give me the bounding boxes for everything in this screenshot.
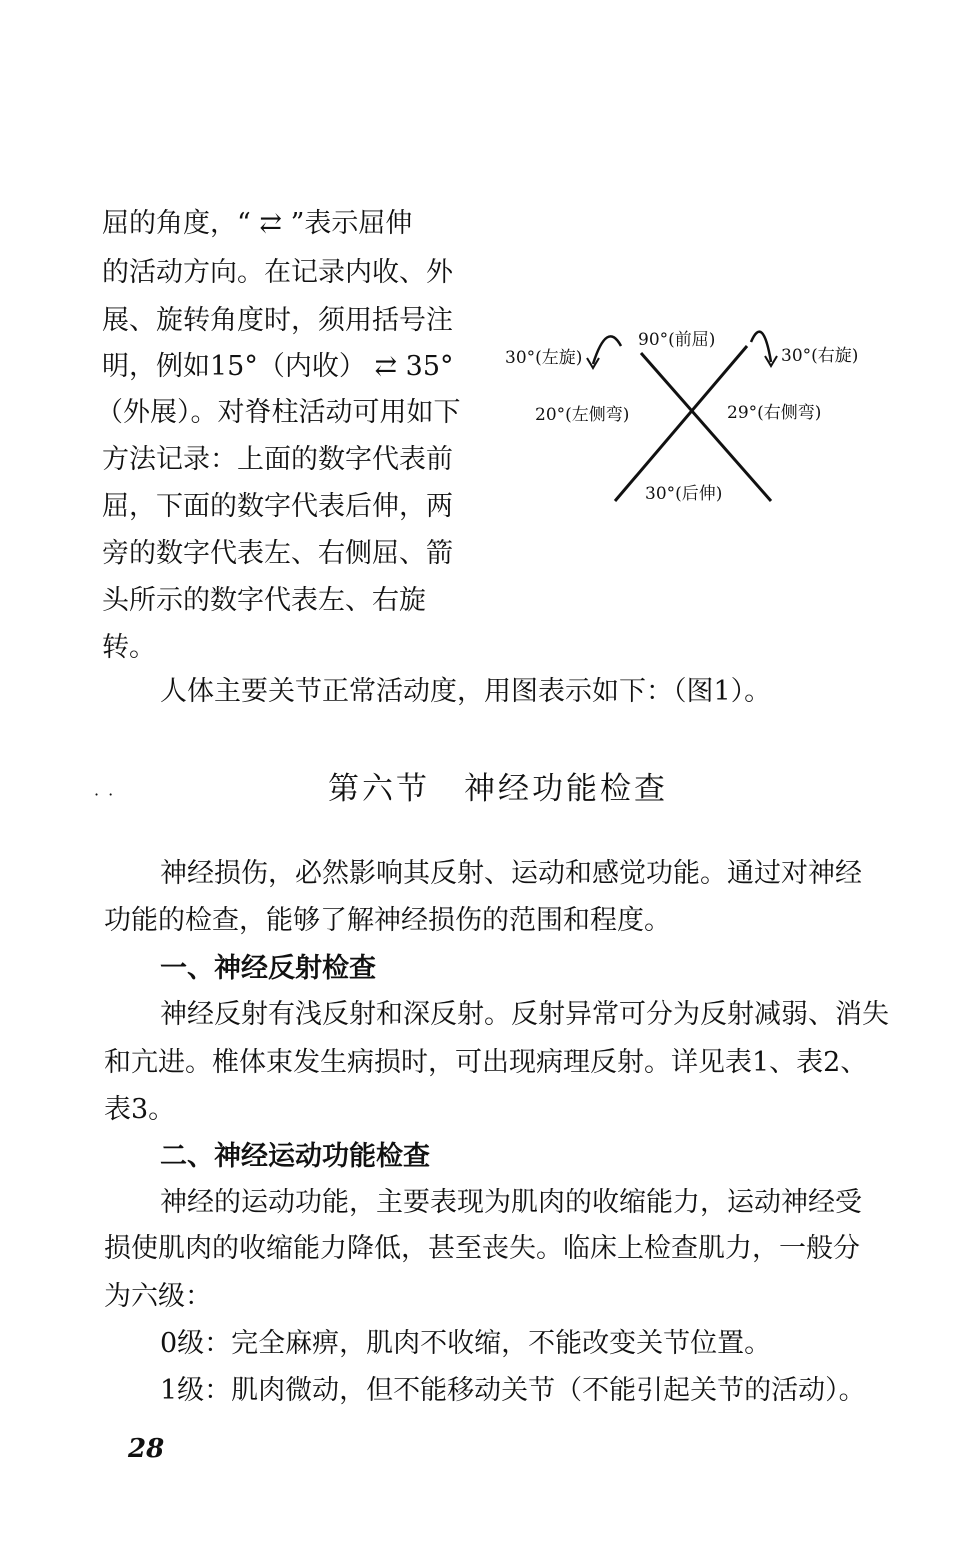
body-line: 神经反射有浅反射和深反射。反射异常可分为反射减弱、消失 — [160, 999, 889, 1030]
paragraph-line: 旁的数字代表左、右侧屈、箭 — [102, 538, 453, 569]
body-line: 损使肌肉的收缩能力降低，甚至丧失。临床上检查肌力，一般分 — [104, 1233, 860, 1264]
section-title: 第六节 神经功能检查 — [328, 771, 668, 807]
right-rotation-arc — [751, 332, 771, 362]
body-line: 和亢进。椎体束发生病损时，可出现病理反射。详见表1、表2、 — [104, 1047, 868, 1078]
label-left-rotation: 30°(左旋) — [505, 348, 583, 368]
paragraph-line: 的活动方向。在记录内收、外 — [102, 257, 453, 288]
subheading-motor: 二、神经运动功能检查 — [160, 1141, 430, 1172]
paragraph-line: 转。 — [102, 632, 156, 663]
label-extension: 30°(后伸) — [645, 484, 723, 504]
label-right-rotation: 30°(右旋) — [781, 346, 859, 366]
spine-motion-diagram — [495, 318, 875, 518]
label-flexion: 90°(前屈) — [638, 330, 716, 350]
subheading-reflex: 一、神经反射检查 — [160, 953, 376, 984]
label-right-lateral-bend: 29°(右侧弯) — [727, 403, 822, 423]
grade-item: 1级：肌肉微动，但不能移动关节（不能引起关节的活动）。 — [160, 1375, 866, 1406]
body-line: 神经的运动功能，主要表现为肌肉的收缩能力，运动神经受 — [160, 1187, 862, 1218]
page-number: 28 — [128, 1434, 165, 1464]
diagonal-line-descending — [641, 353, 771, 501]
body-line: 功能的检查，能够了解神经损伤的范围和程度。 — [104, 905, 671, 936]
figure-intro: 人体主要关节正常活动度，用图表示如下：（图1）。 — [160, 676, 772, 707]
grade-item: 0级：完全麻痹，肌肉不收缩，不能改变关节位置。 — [160, 1328, 772, 1359]
label-left-lateral-bend: 20°(左侧弯) — [535, 405, 630, 425]
paragraph-line: （外展）。对脊柱活动可用如下 — [96, 397, 461, 428]
body-line: 表3。 — [104, 1094, 176, 1125]
diagonal-line-ascending — [615, 346, 747, 501]
paragraph-line: 屈的角度，“ ⇄ ”表示屈伸 — [102, 208, 413, 239]
margin-dots: · · — [94, 785, 116, 804]
paragraph-line: 屈，下面的数字代表后伸，两 — [102, 491, 453, 522]
paragraph-line: 方法记录：上面的数字代表前 — [102, 444, 453, 475]
paragraph-line: 展、旋转角度时，须用括号注 — [102, 305, 453, 336]
paragraph-line: 明，例如15°（内收） ⇄ 35° — [102, 351, 454, 382]
body-line: 神经损伤，必然影响其反射、运动和感觉功能。通过对神经 — [160, 858, 862, 889]
body-line: 为六级： — [104, 1281, 212, 1312]
paragraph-line: 头所示的数字代表左、右旋 — [102, 585, 426, 616]
